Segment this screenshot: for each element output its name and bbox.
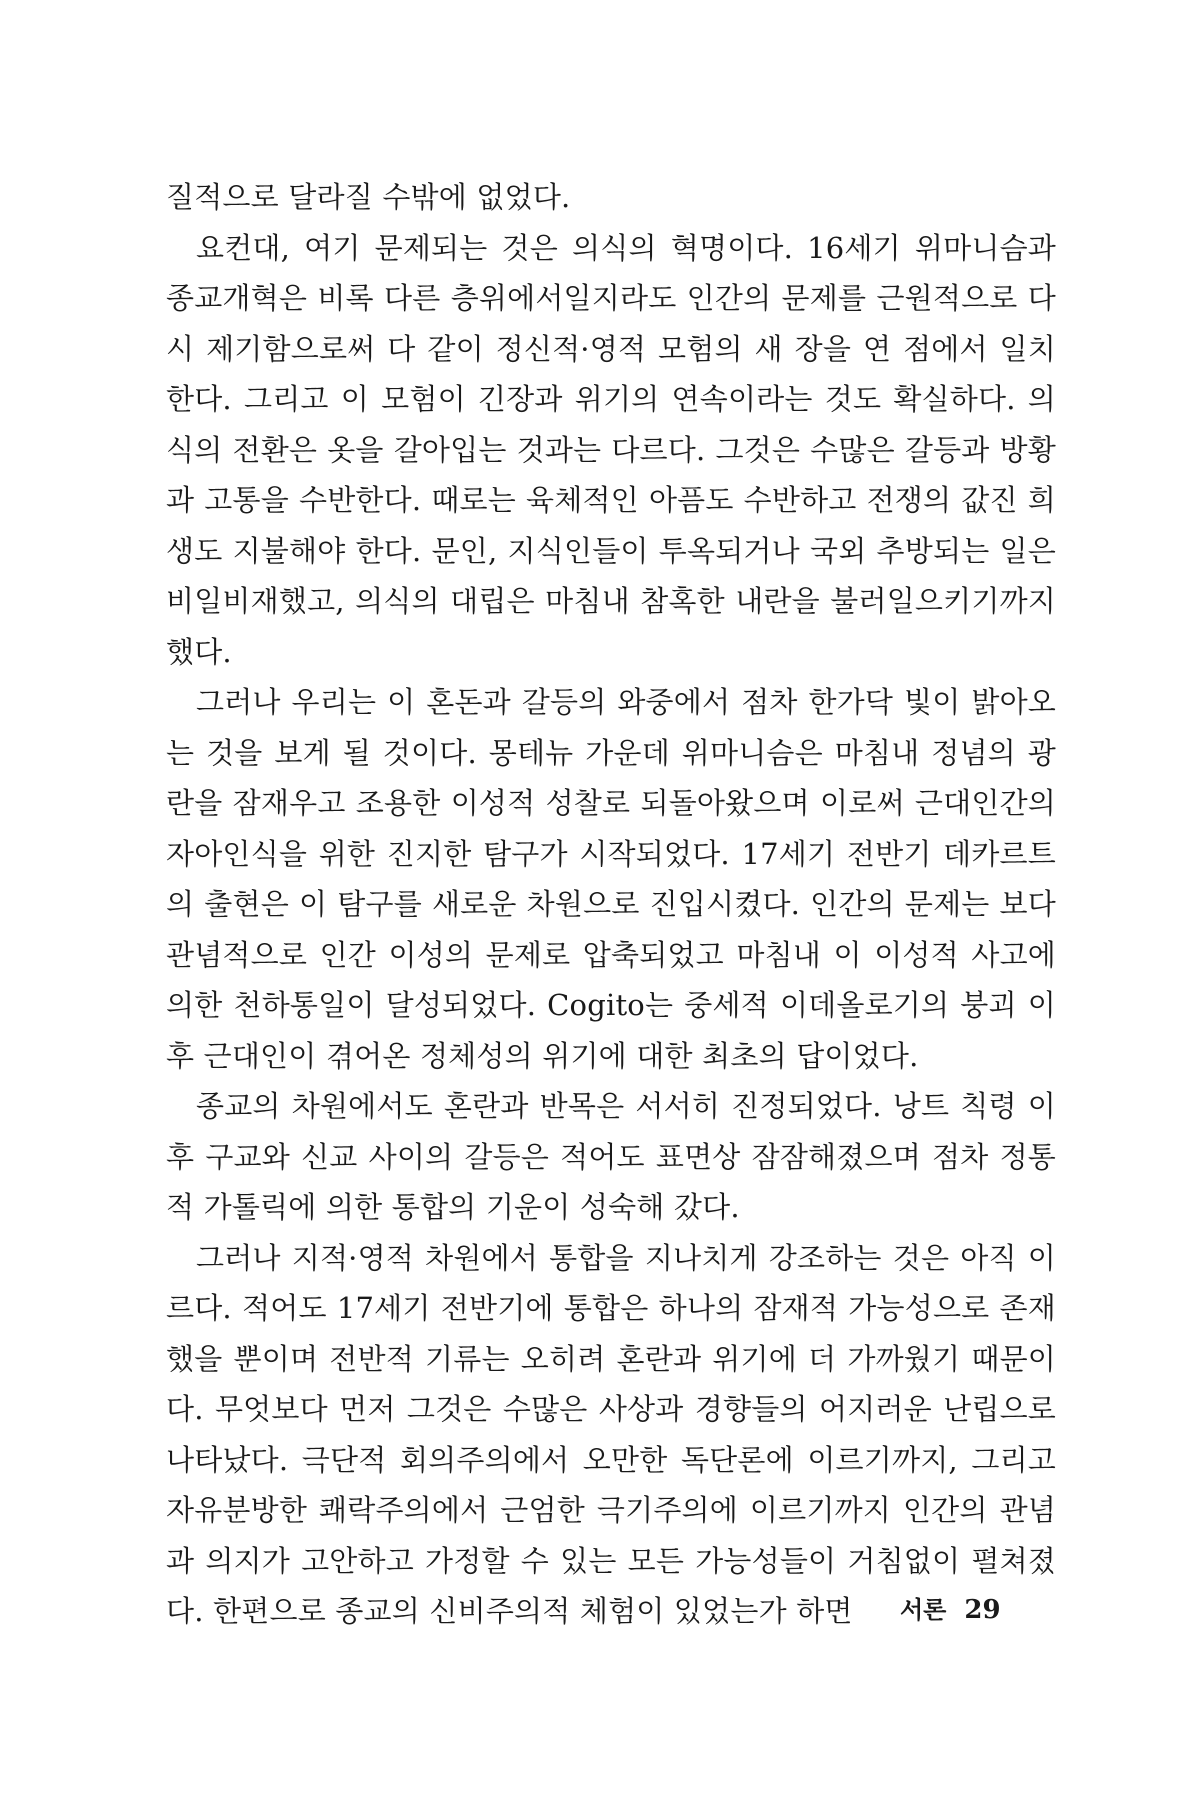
running-title: 서론	[900, 1595, 947, 1624]
body-text	[166, 172, 1056, 1637]
paragraph-2: 요컨대, 여기 문제되는 것은 의식의 혁명이다. 16세기 위마니슴과 종교개혁은 비록 다른 층위에서일지라도 인간의 문제를 근원적으로 다시 제기함으로써 다 같이 정신적·영적 모험의 새 장을 연 점에서 일치한다. 그리고 이 모험이 긴장과 위기의 연속이라는 것도 확실하다. 의식의 전환은 옷을 갈아입는 것과는 다르다. 그것은 수많은 갈등과 방황과 고통을 수반한다. 때로는 육체적인 아픔도 수반하고 전쟁의 값진 희생도 지불해야 한다. 문인, 지식인들이 투옥되거나 국외 추방되는 일은 비일비재했고, 의식의 대립은 마침내 참혹한 내란을 불러일으키기까지 했다.	[166, 230, 1056, 669]
paragraph-4: 종교의 차원에서도 혼란과 반목은 서서히 진정되었다. 낭트 칙령 이후 구교와 신교 사이의 갈등은 적어도 표면상 잠잠해졌으며 점차 정통적 가톨릭에 의한 통합의 기운이 성숙해 갔다.	[166, 1089, 1056, 1224]
paragraph-1: 질적으로 달라질 수밖에 없었다.	[166, 180, 571, 214]
page-footer	[900, 1590, 1050, 1630]
paragraph-3: 그러나 우리는 이 혼돈과 갈등의 와중에서 점차 한가닥 빛이 밝아오는 것을 보게 될 것이다. 몽테뉴 가운데 위마니슴은 마침내 정념의 광란을 잠재우고 조용한 이성적 성찰로 되돌아왔으며 이로써 근대인간의 자아인식을 위한 진지한 탐구가 시작되었다. 17세기 전반기 데카르트의 출현은 이 탐구를 새로운 차원으로 진입시켰다. 인간의 문제는 보다 관념적으로 인간 이성의 문제로 압축되었고 마침내 이 이성적 사고에 의한 천하통일이 달성되었다. Cogito는 중세적 이데올로기의 붕괴 이후 근대인이 겪어온 정체성의 위기에 대한 최초의 답이었다.	[166, 685, 1056, 1073]
paragraph-5: 그러나 지적·영적 차원에서 통합을 지나치게 강조하는 것은 아직 이르다. 적어도 17세기 전반기에 통합은 하나의 잠재적 가능성으로 존재했을 뿐이며 전반적 기류는 오히려 혼란과 위기에 더 가까웠기 때문이다. 무엇보다 먼저 그것은 수많은 사상과 경향들의 어지러운 난립으로 나타났다. 극단적 회의주의에서 오만한 독단론에 이르기까지, 그리고 자유분방한 쾌락주의에서 근엄한 극기주의에 이르기까지 인간의 관념과 의지가 고안하고 가정할 수 있는 모든 가능성들이 거침없이 펼쳐졌다. 한편으로 종교의 신비주의적 체험이 있었는가 하면	[166, 1240, 1056, 1628]
page-number: 29	[964, 1595, 1001, 1625]
